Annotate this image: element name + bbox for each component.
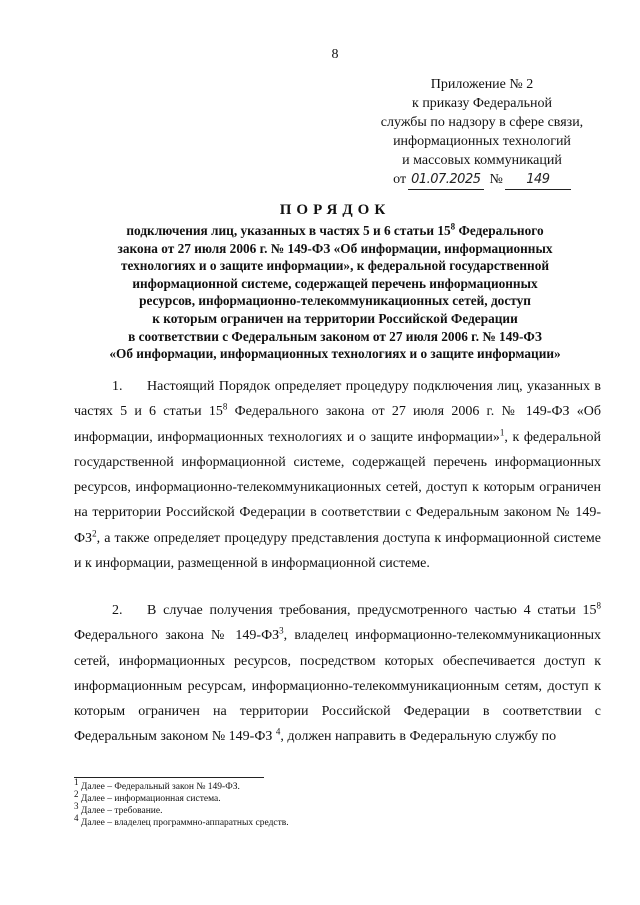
subtitle-line: «Об информации, информационных технологиях и о защите информации» [109, 346, 561, 362]
footnote-ref: 3 [279, 625, 284, 636]
paragraph-text: , должен направить в Федеральную службу по [280, 729, 557, 745]
appendix-line: к приказу Федеральной [412, 96, 552, 111]
subtitle-line: в соответствии с Федеральным законом от 27 июля 2006 г. № 149-ФЗ [128, 328, 542, 344]
paragraph-text: В случае получения требования, предусмотренного частью 4 статьи 15 [147, 603, 597, 618]
subtitle-line: технологиях и о защите информации», к федеральной государственной [120, 258, 550, 274]
order-date-number [393, 170, 571, 190]
appendix-line: Приложение № 2 [430, 77, 534, 92]
subtitle-text: подключения лиц, указанных в частях 5 и 6 статьи 15 [126, 223, 451, 238]
appendix-header [372, 75, 592, 190]
footnote-number: 2 [74, 788, 79, 799]
footnotes [74, 776, 574, 829]
document-title: ПОРЯДОК [279, 202, 391, 218]
number-prefix: № [489, 172, 503, 187]
appendix-line: и массовых коммуникаций [402, 153, 562, 168]
appendix-line: информационных технологий [393, 134, 571, 149]
footnote [74, 812, 574, 829]
paragraph-number: 2. [112, 603, 123, 618]
appendix-line: службы по надзору в сфере связи, [380, 115, 584, 130]
superscript: 8 [222, 401, 228, 412]
paragraph-text: , владелец информационно-телекоммуникационных сетей, информационных ресурсов, посредством которых обеспечивается доступ к информационным ресурсам, информационно-телекоммуникационным сетям, доступ к которым ограничен на территории Российской Федерации в соответствии с Федеральным законом № 149-ФЗ [74, 628, 601, 745]
paragraph-text: , к федеральной государственной информационной системе, содержащей перечень информационных ресурсов, информационно-телекоммуникационных сетей, доступ к которым ограничен на территории Российской Федерации в соответствии с Федеральным законом № 149-ФЗ [74, 429, 601, 546]
subtitle-line: к которым ограничен на территории Российской Федерации [152, 310, 518, 326]
date-prefix: от [393, 172, 407, 187]
paragraph-number: 1. [112, 379, 123, 394]
document-subtitle [100, 222, 570, 363]
footnote-number: 3 [74, 800, 79, 811]
footnote-number: 4 [74, 812, 79, 823]
subtitle-line: ресурсов, информационно-телекоммуникационных сетей, доступ [139, 293, 531, 309]
handwritten-number: 149 [505, 170, 571, 190]
footnote-text: Далее – Федеральный закон № 149-ФЗ. [78, 782, 240, 792]
subtitle-line: информационной системе, содержащей перечень информационных [132, 275, 538, 291]
subtitle-text: Федерального [455, 223, 544, 238]
subtitle-line: закона от 27 июля 2006 г. № 149-ФЗ «Об информации, информационных [117, 240, 553, 256]
superscript: 8 [450, 221, 456, 232]
footnote-number: 1 [74, 776, 79, 787]
footnote-ref: 4 [275, 726, 281, 737]
paragraph-1 [74, 374, 601, 576]
paragraph-2 [74, 598, 601, 750]
superscript: 8 [596, 600, 601, 611]
footnote-text: Далее – требование. [78, 806, 163, 816]
footnote-text: Далее – информационная система. [78, 794, 221, 804]
paragraph-text: Настоящий Порядок определяет процедуру подключения лиц, указанных в частях 5 и 6 статьи 15 [74, 379, 601, 420]
footnote [74, 800, 574, 817]
footnote [74, 776, 574, 793]
paragraph-text: , а также определяет процедуру представления доступа к информационной системе и к информации, размещенной в информационной системе. [74, 530, 601, 572]
footnote-divider [74, 777, 264, 778]
footnote-ref: 2 [92, 528, 97, 539]
footnote-text: Далее – владелец программно-аппаратных средств. [78, 818, 289, 828]
footnote [74, 788, 574, 805]
handwritten-date: 01.07.2025 [408, 170, 483, 190]
paragraph-text: Федерального закона от 27 июля 2006 г. № 149-ФЗ «Об информации, информационных технологиях и о защите информации» [74, 404, 601, 445]
subtitle-line [100, 222, 570, 240]
page-number: 8 [331, 47, 339, 62]
footnote-ref: 1 [499, 426, 505, 437]
paragraph-text: Федерального закона № 149-ФЗ [74, 628, 280, 644]
